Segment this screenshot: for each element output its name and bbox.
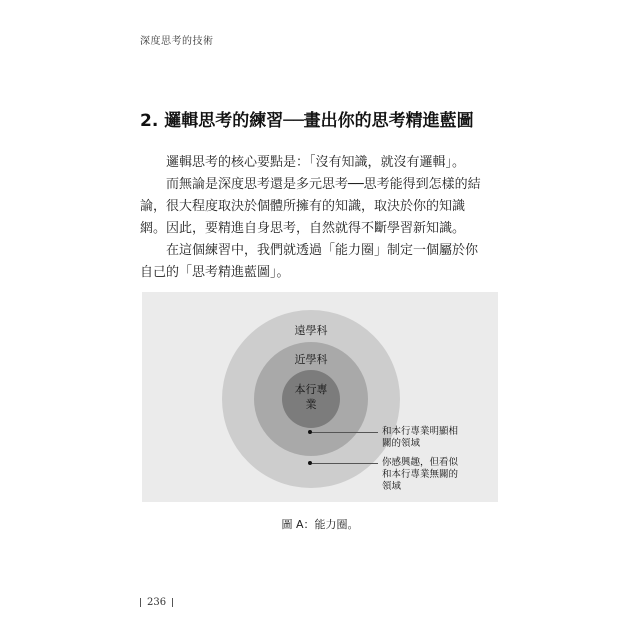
page-number-value: 236 [147,597,167,608]
paragraph-3: 在這個練習中，我們就透過「能力圈」制定一個屬於你自己的「思考精進藍圖」。 [140,243,479,280]
competence-circle-figure [142,292,498,502]
inner-circle-label: 本行專業 [294,383,328,411]
paragraph-2: 而無論是深度思考還是多元思考──思考能得到怎樣的結論，很大程度取決於個體所擁有的知識，取決於你的知識網。因此，要精進自身思考，自然就得不斷學習新知識。 [140,177,481,236]
interest-field-leader [312,463,378,464]
related-field-note: 和本行專業明顯相關的領域 [382,426,459,449]
page-number-bar-right [172,598,173,607]
page-number [140,597,173,608]
figure-caption: 圖 A：能力圈。 [281,518,359,531]
middle-ring-label: 近學科 [294,353,328,366]
outer-ring-label: 遠學科 [294,324,328,337]
paragraph-1: 邏輯思考的核心要點是：「沒有知識，就沒有邏輯」。 [166,155,466,170]
body-text [140,152,485,284]
section-title: 2. 邏輯思考的練習──畫出你的思考精進藍圖 [140,111,474,131]
related-field-leader [312,432,378,433]
interest-field-note: 你感興趣，但看似和本行專業無關的領域 [382,457,459,492]
running-header: 深度思考的技術 [140,36,214,47]
page-number-bar-left [140,598,141,607]
